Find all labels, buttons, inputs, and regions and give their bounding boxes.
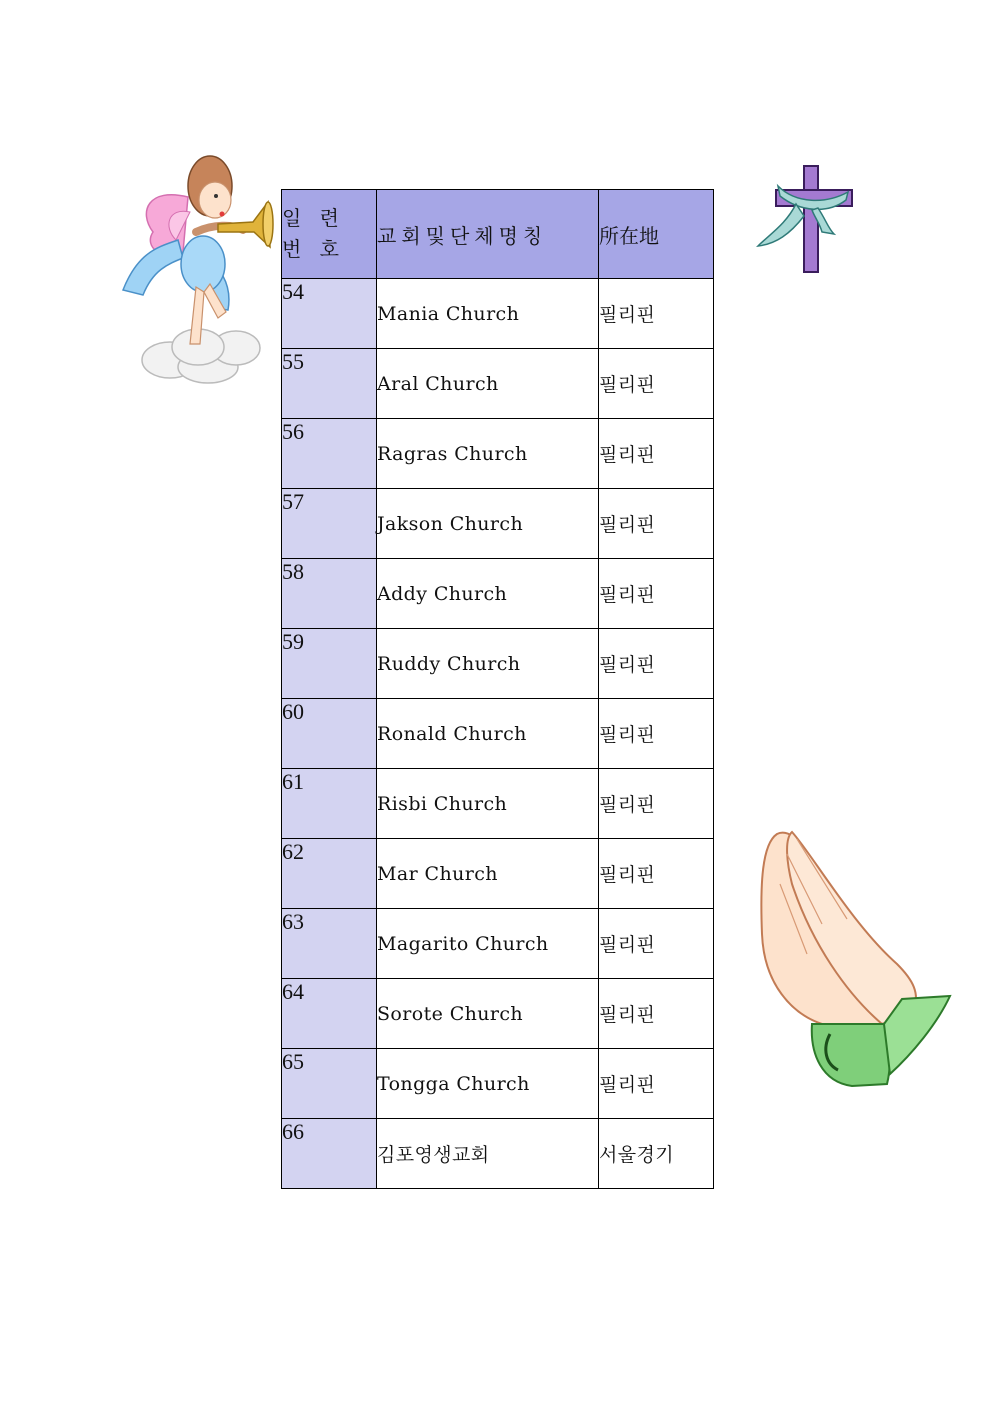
- angel-trumpet-illustration: [118, 152, 274, 388]
- church-location: 필리핀: [599, 559, 714, 629]
- row-number: 64: [282, 979, 377, 1049]
- table-row: [282, 629, 714, 699]
- table-row: [282, 1049, 714, 1119]
- row-number: 61: [282, 769, 377, 839]
- row-number: 58: [282, 559, 377, 629]
- table-header-row: [282, 190, 714, 279]
- table-row: [282, 1119, 714, 1189]
- table-row: [282, 419, 714, 489]
- header-church-name: 교회및단체명칭: [377, 190, 599, 279]
- row-number: 66: [282, 1119, 377, 1189]
- praying-hands-illustration: [752, 824, 952, 1090]
- church-location: 필리핀: [599, 629, 714, 699]
- row-number: 63: [282, 909, 377, 979]
- church-location: 필리핀: [599, 279, 714, 349]
- church-name: Risbi Church: [377, 769, 599, 839]
- table-row: [282, 279, 714, 349]
- church-name: Mania Church: [377, 279, 599, 349]
- church-location: 서울경기: [599, 1119, 714, 1189]
- header-serial-line2: 번 호: [282, 237, 345, 261]
- table-row: [282, 769, 714, 839]
- row-number: 65: [282, 1049, 377, 1119]
- church-name: Mar Church: [377, 839, 599, 909]
- church-name: Ronald Church: [377, 699, 599, 769]
- row-number: 54: [282, 279, 377, 349]
- church-name: 김포영생교회: [377, 1119, 599, 1189]
- church-location: 필리핀: [599, 419, 714, 489]
- table-row: [282, 909, 714, 979]
- church-name: Aral Church: [377, 349, 599, 419]
- table-row: [282, 839, 714, 909]
- church-location: 필리핀: [599, 909, 714, 979]
- row-number: 57: [282, 489, 377, 559]
- church-location: 필리핀: [599, 839, 714, 909]
- row-number: 55: [282, 349, 377, 419]
- table-row: [282, 559, 714, 629]
- table-row: [282, 699, 714, 769]
- church-name: Jakson Church: [377, 489, 599, 559]
- church-location: 필리핀: [599, 489, 714, 559]
- church-list-table: [281, 189, 714, 1189]
- church-location: 필리핀: [599, 769, 714, 839]
- church-name: Ragras Church: [377, 419, 599, 489]
- cross-illustration: [756, 164, 856, 276]
- church-name: Sorote Church: [377, 979, 599, 1049]
- church-location: 필리핀: [599, 349, 714, 419]
- church-name: Addy Church: [377, 559, 599, 629]
- church-location: 필리핀: [599, 699, 714, 769]
- table-row: [282, 979, 714, 1049]
- church-location: 필리핀: [599, 1049, 714, 1119]
- row-number: 56: [282, 419, 377, 489]
- header-location: 所在地: [599, 190, 714, 279]
- table-row: [282, 489, 714, 559]
- church-name: Ruddy Church: [377, 629, 599, 699]
- church-location: 필리핀: [599, 979, 714, 1049]
- row-number: 59: [282, 629, 377, 699]
- row-number: 62: [282, 839, 377, 909]
- church-name: Magarito Church: [377, 909, 599, 979]
- table-row: [282, 349, 714, 419]
- header-serial-line1: 일 련: [282, 206, 345, 230]
- row-number: 60: [282, 699, 377, 769]
- church-name: Tongga Church: [377, 1049, 599, 1119]
- table-body: [282, 279, 714, 1189]
- header-serial-number: [282, 190, 377, 279]
